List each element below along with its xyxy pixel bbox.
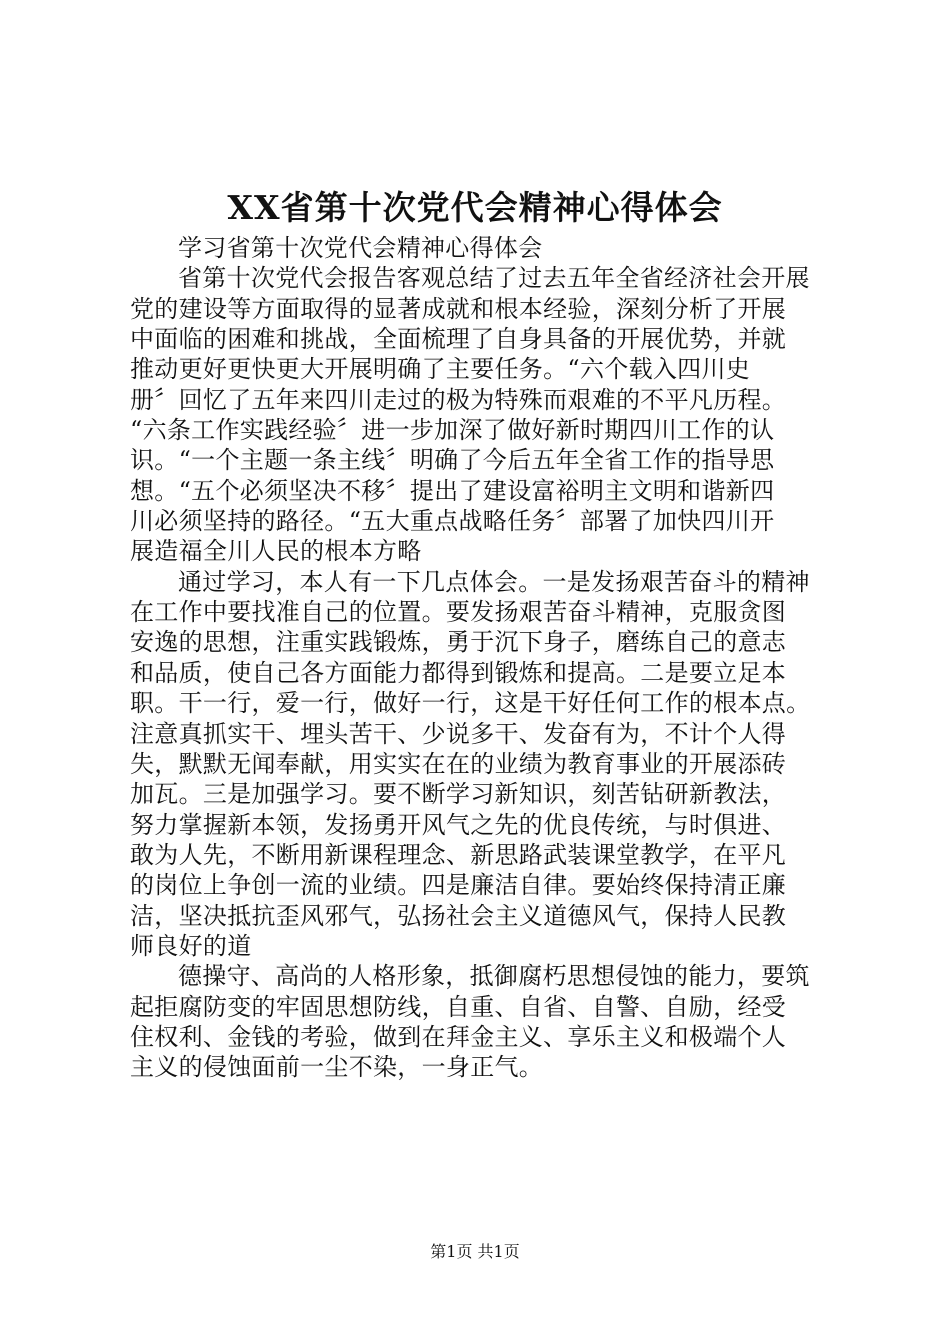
paragraph-1-line: 展造福全川人民的根本方略 [130,537,422,566]
paragraph-1-line: 推动更好更快更大开展明确了主要任务。“六个载入四川史 [130,355,751,384]
subtitle-line: 学习省第十次党代会精神心得体会 [178,234,543,262]
paragraph-2-line: 注意真抓实干、埋头苦干、少说多干、发奋有为，不计个人得 [130,719,787,748]
page-footer: 第1页 共1页 [430,1242,520,1261]
paragraph-2-line: 加瓦。三是加强学习。要不断学习新知识，刻苦钻研新教法， [130,780,787,809]
paragraph-1-line: “六条工作实践经验〞进一步加深了做好新时期四川工作的认 [130,416,775,445]
paragraph-2-line: 在工作中要找准自己的位置。要发扬艰苦奋斗精神，克服贪图 [130,598,787,627]
paragraph-2-line: 师良好的道 [130,931,252,960]
paragraph-1-line: 党的建设等方面取得的显著成就和根本经验，深刻分析了开展 [130,294,787,323]
paragraph-2-line: 职。干一行，爱一行，做好一行，这是干好任何工作的根本点。 [130,689,811,718]
paragraph-2-line: 和品质，使自己各方面能力都得到锻炼和提高。二是要立足本 [130,658,787,687]
paragraph-1-line: 川必须坚持的路径。“五大重点战略任务〞部署了加快四川开 [130,507,775,536]
paragraph-2-line: 的岗位上争创一流的业绩。四是廉洁自律。要始终保持清正廉 [130,871,787,900]
paragraph-2-line: 敢为人先，不断用新课程理念、新思路武装课堂教学，在平凡 [130,840,787,869]
paragraph-2-line: 安逸的思想，注重实践锻炼，勇于沉下身子，磨练自己的意志 [130,628,787,657]
paragraph-1-line: 省第十次党代会报告客观总结了过去五年全省经济社会开展 [178,264,810,293]
paragraph-1-line: 册〞回忆了五年来四川走过的极为特殊而艰难的不平凡历程。 [130,385,787,414]
paragraph-3-line: 住权利、金钱的考验，做到在拜金主义、享乐主义和极端个人 [130,1022,787,1051]
paragraph-3-line: 主义的侵蚀面前一尘不染，一身正气。 [130,1053,544,1082]
document-title: XX省第十次党代会精神心得体会 [227,188,723,227]
paragraph-1-line: 识。“一个主题一条主线〞明确了今后五年全省工作的指导思 [130,446,775,475]
paragraph-2-line: 努力掌握新本领，发扬勇开风气之先的优良传统，与时俱进、 [130,810,787,839]
paragraph-2-line: 失，默默无闻奉献，用实实在在的业绩为教育事业的开展添砖 [130,749,787,778]
paragraph-1-line: 想。“五个必须坚决不移〞提出了建设富裕明主文明和谐新四 [130,476,775,505]
paragraph-1-line: 中面临的困难和挑战，全面梳理了自身具备的开展优势，并就 [130,325,787,354]
document-body [130,233,842,1083]
paragraph-2-line: 洁，坚决抵抗歪风邪气，弘扬社会主义道德风气，保持人民教 [130,901,787,930]
paragraph-2-line: 通过学习，本人有一下几点体会。一是发扬艰苦奋斗的精神 [178,567,810,596]
paragraph-3-line: 德操守、高尚的人格形象，抵御腐朽思想侵蚀的能力，要筑 [178,962,810,991]
paragraph-3-line: 起拒腐防变的牢固思想防线，自重、自省、自警、自励，经受 [130,992,787,1021]
